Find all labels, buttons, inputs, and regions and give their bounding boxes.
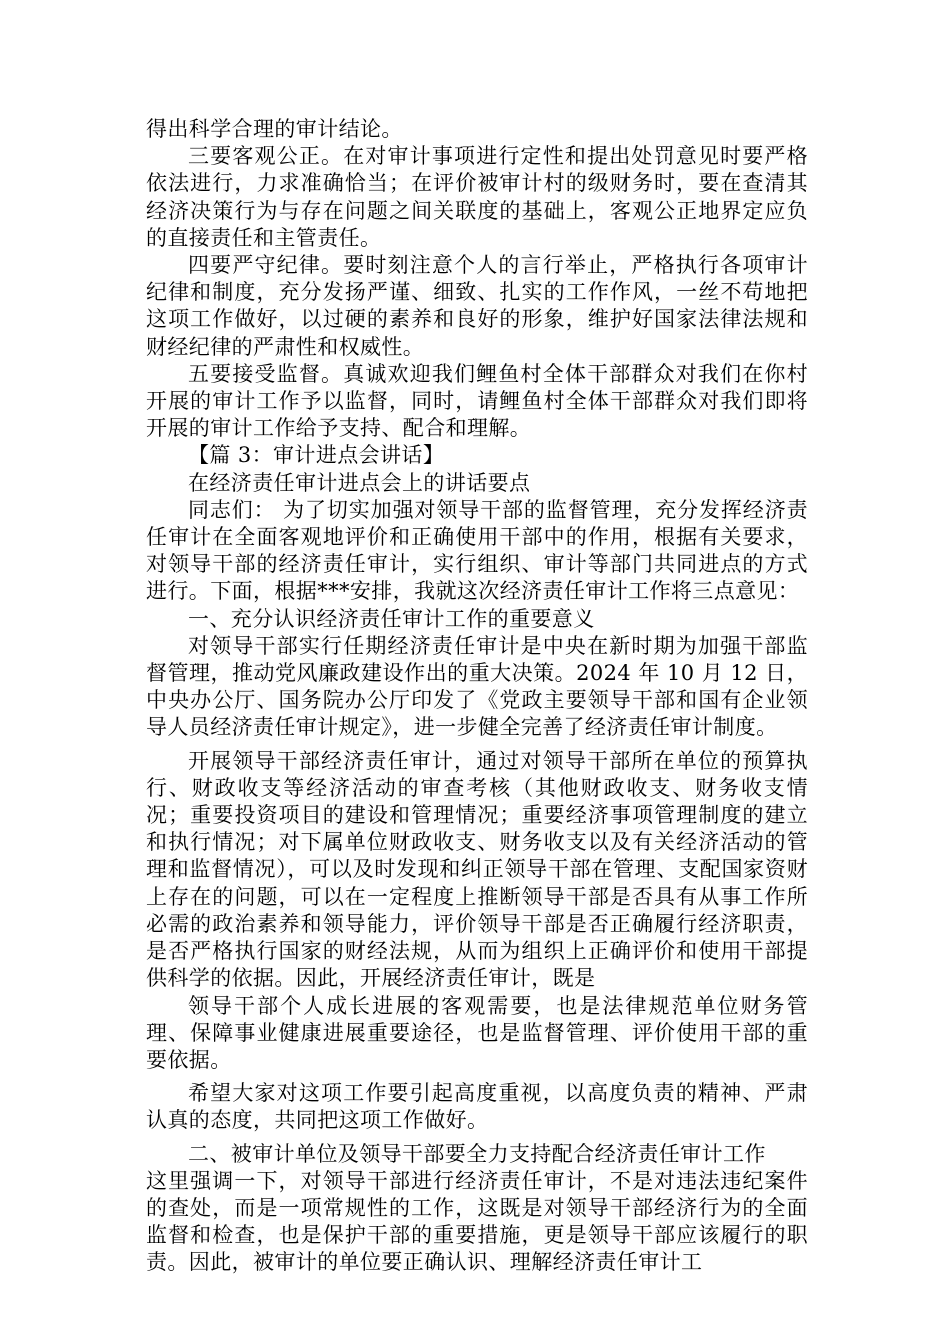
subheading: 二、被审计单位及领导干部要全力支持配合经济责任审计工作 — [188, 1141, 766, 1166]
paragraph: 四要严守纪律。要时刻注意个人的言行举止，严格执行各项审计纪律和制度，充分发扬严谨、细致、扎实的工作作风，一丝不苟地把这项工作做好，以过硬的素养和良好的形象，维护好国家法律法规和财经纪律的严肃性和权威性。 — [146, 253, 808, 359]
paragraph: 同志们： 为了切实加强对领导干部的监督管理，充分发挥经济责任审计在全面客观地评价和正确使用干部中的作用，根据有关要求，对领导干部的经济责任审计，实行组织、审计等部门共同进点的方式进行。下面，根据***安排，我就这次经济责任审计工作将三点意见： — [146, 497, 808, 604]
paragraph: 开展领导干部经济责任审计，通过对领导干部所在单位的预算执行、财政收支等经济活动的审查考核（其他财政收支、财务收支情况；重要投资项目的建设和管理情况；重要经济事项管理制度的建立和执行情况；对下属单位财政收支、财务收支以及有关经济活动的管理和监督情况），可以及时发现和纠正领导干部在管理、支配国家资财上存在的问题，可以在一定程度上推断领导干部是否具有从事工作所必需的政治素养和领导能力，评价领导干部是否正确履行经济职责，是否严格执行国家的财经法规，从而为组织上正确评价和使用干部提供科学的依据。因此，开展经济责任审计，既是 — [146, 748, 808, 991]
paragraph: 希望大家对这项工作要引起高度重视，以高度负责的精神、严肃认真的态度，共同把这项工作做好。 — [146, 1081, 808, 1133]
paragraph: 三要客观公正。在对审计事项进行定性和提出处罚意见时要严格依法进行，力求准确恰当；在评价被审计村的级财务时，要在查清其经济决策行为与存在问题之间关联度的基础上，客观公正地界定应负的直接责任和主管责任。 — [146, 144, 808, 250]
paragraph: 得出科学合理的审计结论。 — [146, 117, 403, 141]
subheading: 一、充分认识经济责任审计工作的重要意义 — [188, 606, 595, 631]
paragraph: 对领导干部实行任期经济责任审计是中央在新时期为加强干部监督管理，推动党风廉政建设作出的重大决策。2024 年 10 月 12 日，中央办公厅、国务院办公厅印发了《党政主要领导干部和国有企业领导人员经济责任审计规定》，进一步健全完善了经济责任审计制度。 — [146, 633, 808, 740]
paragraph: 领导干部个人成长进展的客观需要，也是法律规范单位财务管理、保障事业健康进展重要途径，也是监督管理、评价使用干部的重要依据。 — [146, 993, 808, 1072]
paragraph: 这里强调一下，对领导干部进行经济责任审计，不是对违法违纪案件的查处，而是一项常规性的工作，这既是对领导干部经济行为的全面监督和检查，也是保护干部的重要措施，更是领导干部应该履行的职责。因此，被审计的单位要正确认识、理解经济责任审计工 — [146, 1168, 808, 1275]
document-page — [146, 116, 808, 1277]
section-heading: 【篇 3：审计进点会讲话】 — [188, 443, 445, 468]
speech-title: 在经济责任审计进点会上的讲话要点 — [188, 470, 531, 495]
paragraph: 五要接受监督。真诚欢迎我们鲤鱼村全体干部群众对我们在你村开展的审计工作予以监督，同时，请鲤鱼村全体干部群众对我们即将开展的审计工作给予支持、配合和理解。 — [146, 361, 808, 441]
